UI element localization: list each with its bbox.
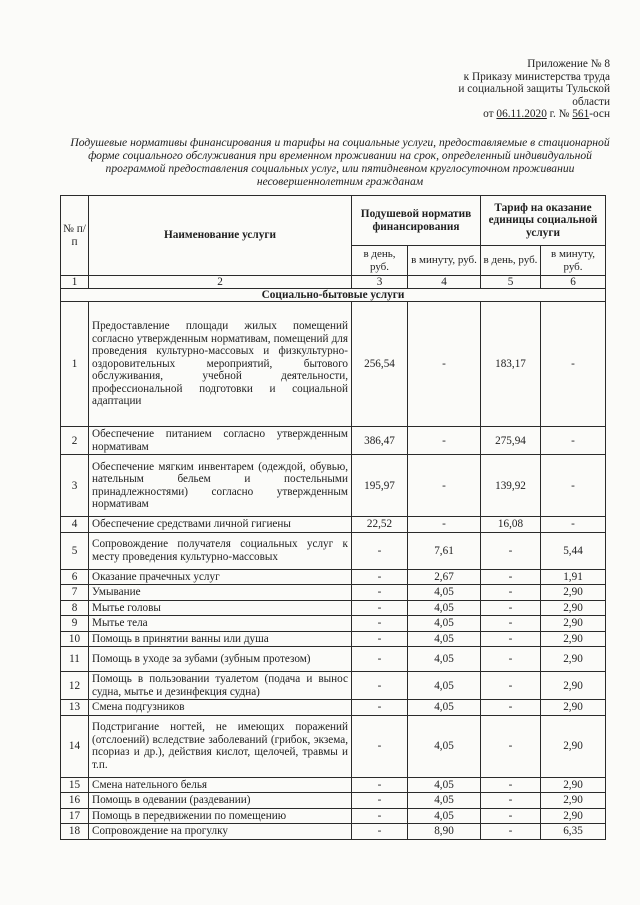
norm-per-day: - — [352, 715, 408, 777]
row-number: 16 — [61, 793, 89, 809]
row-number: 14 — [61, 715, 89, 777]
row-number: 17 — [61, 808, 89, 824]
tariff-per-minute: 2,90 — [541, 585, 606, 601]
service-name: Умывание — [89, 585, 352, 601]
order-mid: г. № — [546, 108, 573, 121]
column-numbers-row — [61, 276, 606, 289]
table-row — [61, 600, 606, 616]
row-number: 13 — [61, 700, 89, 716]
norm-per-minute: 4,05 — [408, 777, 481, 793]
norm-per-minute: 8,90 — [408, 824, 481, 840]
tariff-per-minute: - — [541, 455, 606, 517]
service-name: Помощь в пользовании туалетом (подача и вынос судна, мытье и дезинфекция судна) — [89, 672, 352, 700]
header-no: № п/п — [61, 196, 89, 276]
tariff-per-minute: 2,90 — [541, 672, 606, 700]
header-tariff: Тариф на оказание единицы социальной услуги — [481, 196, 606, 246]
table-row — [61, 631, 606, 647]
tariff-per-minute: 2,90 — [541, 777, 606, 793]
table-row — [61, 647, 606, 672]
tariff-per-day: - — [481, 777, 541, 793]
tariff-per-minute: 2,90 — [541, 631, 606, 647]
norm-per-day: - — [352, 585, 408, 601]
table-row — [61, 585, 606, 601]
tariff-per-day: 275,94 — [481, 427, 541, 455]
table-row — [61, 569, 606, 585]
service-name: Обеспечение мягким инвентарем (одеждой, обувью, нательным бельем и постельными принадлежностями) согласно утвержденным нормативам — [89, 455, 352, 517]
row-number: 10 — [61, 631, 89, 647]
col-number: 6 — [541, 276, 606, 289]
tariff-per-minute: 2,90 — [541, 600, 606, 616]
tariff-per-minute: 2,90 — [541, 793, 606, 809]
norm-per-minute: 4,05 — [408, 715, 481, 777]
document-heading: Подушевые нормативы финансирования и тарифы на социальные услуги, предоставляемые в стационарной форме социального обслуживания при временном проживании на срок, определенный индивидуальной программой предоставления социальных услуг, или пятидневном круглосуточном проживании несовершеннолетним гражданам — [70, 136, 610, 188]
appendix-block — [350, 58, 610, 121]
tariff-per-day: - — [481, 672, 541, 700]
col-number: 2 — [89, 276, 352, 289]
header-tariff-per-day: в день, руб. — [481, 246, 541, 276]
norm-per-day: - — [352, 631, 408, 647]
row-number: 3 — [61, 455, 89, 517]
norm-per-day: - — [352, 600, 408, 616]
col-number: 4 — [408, 276, 481, 289]
appendix-line-4: области — [572, 95, 610, 108]
row-number: 18 — [61, 824, 89, 840]
row-number: 6 — [61, 569, 89, 585]
header-norm: Подушевой норматив финансирования — [352, 196, 481, 246]
table-row — [61, 427, 606, 455]
section-row — [61, 289, 606, 302]
row-number: 8 — [61, 600, 89, 616]
norm-per-minute: 4,05 — [408, 647, 481, 672]
norm-per-day: - — [352, 672, 408, 700]
table-row — [61, 793, 606, 809]
tariff-per-day: 139,92 — [481, 455, 541, 517]
appendix-line-3: и социальной защиты Тульской — [458, 83, 610, 96]
row-number: 4 — [61, 517, 89, 533]
service-name: Мытье головы — [89, 600, 352, 616]
table-row — [61, 808, 606, 824]
tariff-per-day: 16,08 — [481, 517, 541, 533]
tariff-per-minute: - — [541, 517, 606, 533]
service-name: Мытье тела — [89, 616, 352, 632]
norm-per-minute: 4,05 — [408, 600, 481, 616]
tariff-per-minute: 5,44 — [541, 532, 606, 569]
norm-per-day: 386,47 — [352, 427, 408, 455]
row-number: 5 — [61, 532, 89, 569]
service-name: Сопровождение на прогулку — [89, 824, 352, 840]
appendix-line-2: к Приказу министерства труда — [463, 70, 610, 83]
service-name: Смена нательного белья — [89, 777, 352, 793]
tariff-per-minute: 2,90 — [541, 808, 606, 824]
tariff-per-day: - — [481, 808, 541, 824]
header-name: Наименование услуги — [89, 196, 352, 276]
row-number: 1 — [61, 302, 89, 427]
row-number: 2 — [61, 427, 89, 455]
tariff-per-minute: 2,90 — [541, 616, 606, 632]
norm-per-minute: - — [408, 427, 481, 455]
tariff-per-day: - — [481, 569, 541, 585]
service-name: Обеспечение средствами личной гигиены — [89, 517, 352, 533]
service-name: Подстригание ногтей, не имеющих поражений (отслоений) вследствие заболеваний (грибок, экзема, псориаз и др.), действия кислот, щелочей, травмы и т.п. — [89, 715, 352, 777]
section-title: Социально-бытовые услуги — [61, 289, 606, 302]
col-number: 3 — [352, 276, 408, 289]
norm-per-day: - — [352, 532, 408, 569]
tariff-per-minute: 2,90 — [541, 647, 606, 672]
row-number: 11 — [61, 647, 89, 672]
norm-per-day: - — [352, 616, 408, 632]
table-row — [61, 532, 606, 569]
table-row — [61, 777, 606, 793]
row-number: 7 — [61, 585, 89, 601]
order-suffix: -осн — [589, 108, 610, 121]
tariff-per-day: - — [481, 532, 541, 569]
table-row — [61, 616, 606, 632]
norm-per-day: - — [352, 569, 408, 585]
norm-per-minute: 4,05 — [408, 631, 481, 647]
tariff-per-day: - — [481, 715, 541, 777]
tariff-per-minute: 2,90 — [541, 715, 606, 777]
appendix-line-1: Приложение № 8 — [527, 58, 610, 70]
tariff-per-day: - — [481, 647, 541, 672]
order-date: 06.11.2020 — [496, 108, 547, 121]
service-name: Оказание прачечных услуг — [89, 569, 352, 585]
tariff-per-day: - — [481, 616, 541, 632]
table-row — [61, 455, 606, 517]
service-name: Сопровождение получателя социальных услуг к месту проведения культурно-массовых — [89, 532, 352, 569]
tariff-per-day: - — [481, 824, 541, 840]
tariff-table — [60, 195, 606, 840]
norm-per-minute: - — [408, 302, 481, 427]
tariff-per-minute: 6,35 — [541, 824, 606, 840]
tariff-per-day: - — [481, 700, 541, 716]
norm-per-minute: - — [408, 455, 481, 517]
norm-per-day: 22,52 — [352, 517, 408, 533]
norm-per-minute: 4,05 — [408, 808, 481, 824]
header-norm-per-day: в день, руб. — [352, 246, 408, 276]
row-number: 15 — [61, 777, 89, 793]
norm-per-day: - — [352, 647, 408, 672]
norm-per-day: - — [352, 777, 408, 793]
norm-per-day: - — [352, 824, 408, 840]
tariff-per-minute: 2,90 — [541, 700, 606, 716]
norm-per-minute: 4,05 — [408, 700, 481, 716]
tariff-per-minute: - — [541, 427, 606, 455]
header-norm-per-min: в минуту, руб. — [408, 246, 481, 276]
service-name: Помощь в передвижении по помещению — [89, 808, 352, 824]
tariff-per-day: - — [481, 793, 541, 809]
norm-per-day: 256,54 — [352, 302, 408, 427]
service-name: Помощь в уходе за зубами (зубным протезом) — [89, 647, 352, 672]
norm-per-day: 195,97 — [352, 455, 408, 517]
service-name: Смена подгузников — [89, 700, 352, 716]
tariff-per-day: - — [481, 631, 541, 647]
service-name: Обеспечение питанием согласно утвержденным нормативам — [89, 427, 352, 455]
tariff-per-minute: - — [541, 302, 606, 427]
order-prefix: от — [483, 108, 497, 121]
order-reference — [350, 108, 610, 121]
service-name: Предоставление площади жилых помещений согласно утвержденным нормативам, помещений для проведения культурно-массовых и физкультурно-оздоровительных мероприятий, бытового обслуживания, учебной деятельности, профессиональной подготовки и социальной адаптации — [89, 302, 352, 427]
norm-per-minute: 4,05 — [408, 672, 481, 700]
row-number: 12 — [61, 672, 89, 700]
row-number: 9 — [61, 616, 89, 632]
norm-per-minute: 4,05 — [408, 793, 481, 809]
tariff-per-day: 183,17 — [481, 302, 541, 427]
norm-per-minute: 4,05 — [408, 585, 481, 601]
table-row — [61, 715, 606, 777]
table-row — [61, 517, 606, 533]
table-row — [61, 700, 606, 716]
order-number: 561 — [572, 108, 590, 121]
col-number: 5 — [481, 276, 541, 289]
tariff-per-minute: 1,91 — [541, 569, 606, 585]
norm-per-day: - — [352, 808, 408, 824]
table-row — [61, 672, 606, 700]
service-name: Помощь в принятии ванны или душа — [89, 631, 352, 647]
table-row — [61, 824, 606, 840]
norm-per-minute: 4,05 — [408, 616, 481, 632]
norm-per-minute: - — [408, 517, 481, 533]
norm-per-minute: 7,61 — [408, 532, 481, 569]
col-number: 1 — [61, 276, 89, 289]
norm-per-day: - — [352, 793, 408, 809]
norm-per-day: - — [352, 700, 408, 716]
tariff-per-day: - — [481, 600, 541, 616]
table-row — [61, 302, 606, 427]
tariff-per-day: - — [481, 585, 541, 601]
norm-per-minute: 2,67 — [408, 569, 481, 585]
header-tariff-per-min: в минуту, руб. — [541, 246, 606, 276]
service-name: Помощь в одевании (раздевании) — [89, 793, 352, 809]
